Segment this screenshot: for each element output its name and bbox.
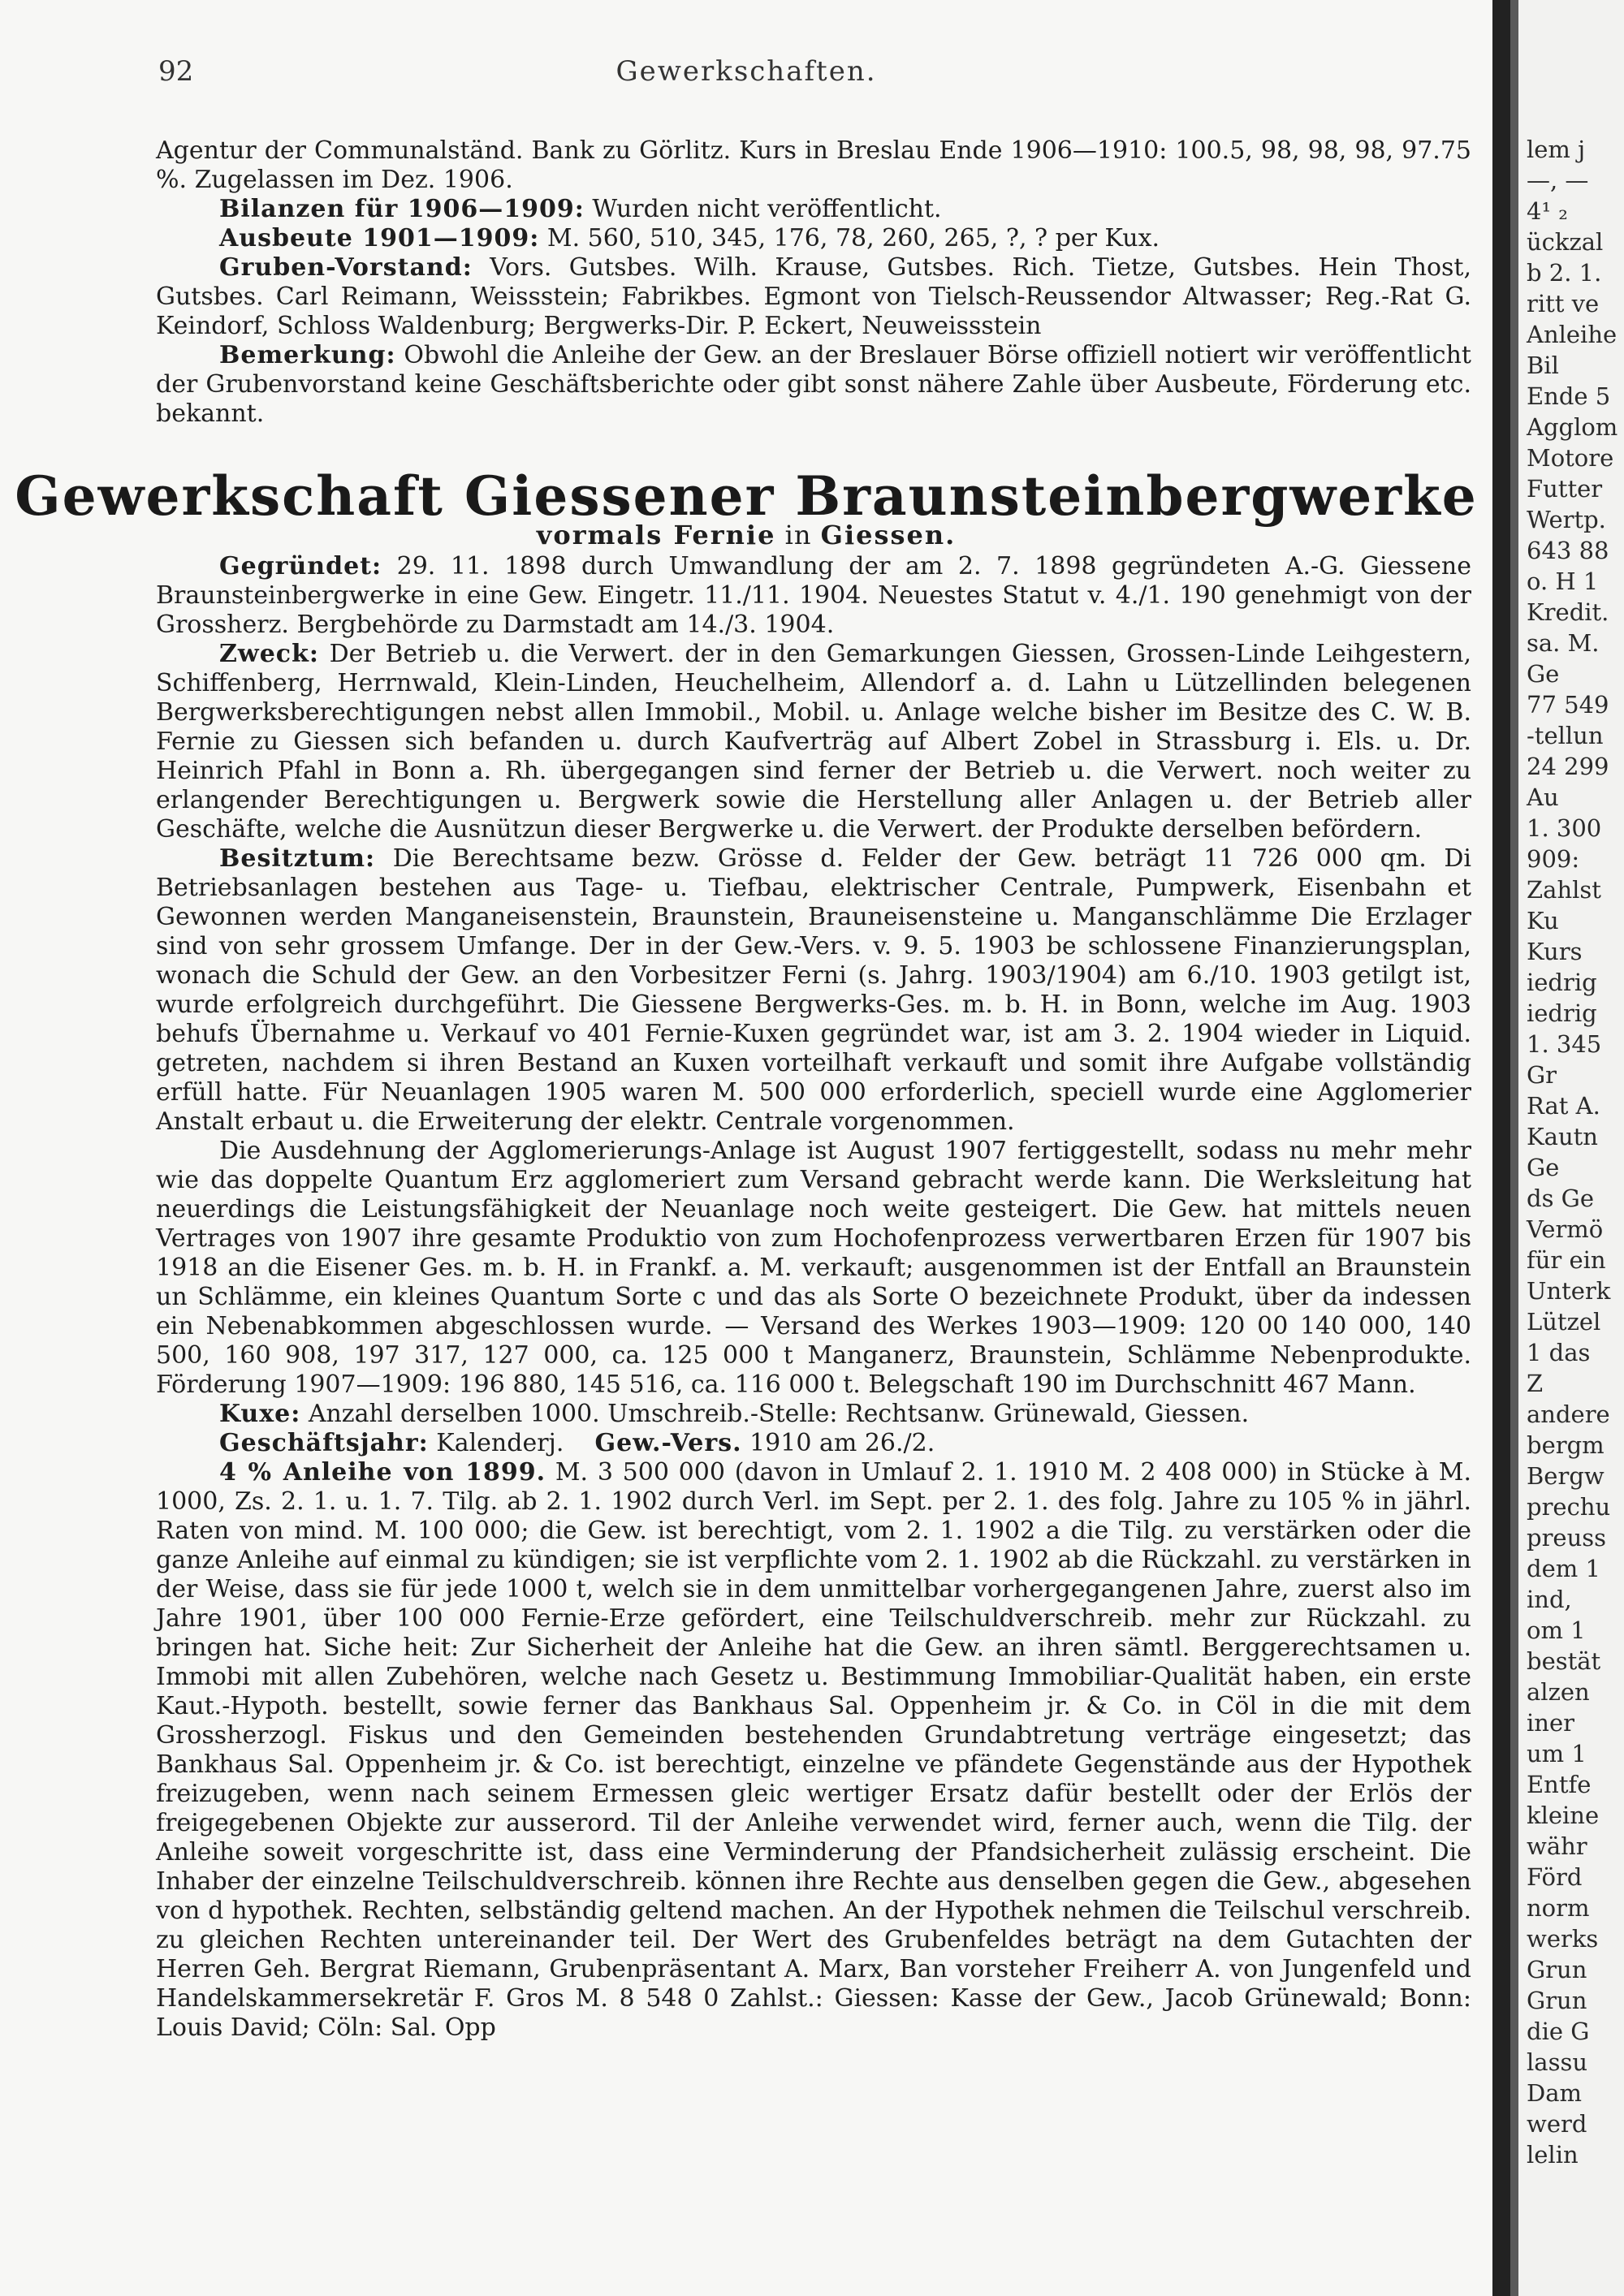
adjacent-page-line: iedrig <box>1527 969 1597 996</box>
adjacent-page-line: sa. M. <box>1527 629 1600 657</box>
prev-vorstand <box>156 253 1471 341</box>
adjacent-page-line: iner <box>1527 1709 1574 1737</box>
previous-entry-tail <box>156 136 1471 429</box>
besitztum-text: Die Berechtsame bezw. Grösse d. Felder der Gew. beträgt 11 726 000 qm. Di Betriebsanlagen bestehen aus Tage- u. Tiefbau, elektrischer Centrale, Pumpwerk, Eisenbahn et Gewonnen werden Manganeisenstein, Braunstein, Brauneisensteine u. Manganschlämme Die Erzlager sind von sehr grossem Umfange. Der in der Gew.-Vers. v. 9. 5. 1903 be schlossene Finanzierungsplan, wonach die Schuld der Gew. an den Vorbesitzer Ferni (s. Jahrg. 1903/1904) am 6./10. 1903 getilgt ist, wurde erfolgreich durchgeführt. Die Giessene Bergwerks-Ges. m. b. H. in Bonn, welche im Aug. 1903 behufs Übernahme u. Verkauf vo 401 Fernie-Kuxen gegründet war, ist am 3. 2. 1904 wieder in Liquid. getreten, nachdem si ihren Bestand an Kuxen vorteilhaft verkauft und somit ihre Aufgabe vollständig erfüll hatte. Für Neuanlagen 1905 waren M. 500 000 erforderlich, speciell wurde eine Agglomerier Anstalt erbaut u. die Erweiterung der elektr. Centrale vorgenommen. <box>156 844 1471 1136</box>
adjacent-page-line: für ein <box>1527 1246 1606 1274</box>
adjacent-page-edge <box>1518 0 1624 2296</box>
adjacent-page-line: Kurs <box>1527 938 1583 965</box>
adjacent-page-line: Bergw <box>1527 1462 1605 1490</box>
vorstand-label: Gruben-Vorstand: <box>219 253 473 282</box>
adjacent-page-line: Kautn <box>1527 1123 1598 1150</box>
zweck-paragraph <box>156 640 1471 844</box>
adjacent-page-line: lassu <box>1527 2048 1588 2076</box>
adjacent-page-line: 643 88 <box>1527 537 1609 564</box>
adjacent-page-line: o. H 1 <box>1527 568 1599 595</box>
besitztum-label: Besitztum: <box>219 844 376 873</box>
adjacent-page-line: Vermö <box>1527 1215 1604 1243</box>
adjacent-page-line: preuss <box>1527 1524 1607 1552</box>
geschaeftsjahr-label: Geschäftsjahr: <box>219 1429 429 1457</box>
adjacent-page-line: prechu <box>1527 1493 1611 1521</box>
adjacent-page-line: 1. 345 <box>1527 1030 1602 1058</box>
anleihe-text: M. 3 500 000 (davon in Umlauf 2. 1. 1910 M. 2 408 000) in Stücke à M. 1000, Zs. 2. 1. u. 1. 7. Tilg. ab 2. 1. 1902 durch Verl. im Sept. per 2. 1. des folg. Jahre zu 105 % in jährl. Raten von mind. M. 100 000; die Gew. ist berechtigt, vom 2. 1. 1902 a die Tilg. zu verstärken oder die ganze Anleihe auf einmal zu kündigen; sie ist verpflichte vom 2. 1. 1902 ab die Rückzahl. zu verstärken in der Weise, dass sie für jede 1000 t, welch sie in dem unmittelbar vorhergegangenen Jahre, zuerst also im Jahre 1901, über 100 000 Fernie-Erze gefördert, eine Teilschuldverschreib. mehr zur Rückzahl. zu bringen hat. Siche heit: Zur Sicherheit der Anleihe hat die Gew. an ihren sämtl. Berggerechtsamen u. Immobi mit allen Zubehören, welche nach Gesetz u. Bestimmung Immobiliar-Qualität haben, ein erste Kaut.-Hypoth. bestellt, sowie ferner das Bankhaus Sal. Oppenheim jr. & Co. in Cöl in die mit dem Grossherzogl. Fiskus und den Gemeinden bestehenden Grundabtretung verträge eingesetzt; das Bankhaus Sal. Oppenheim jr. & Co. ist berechtigt, einzelne ve pfändete Gegenstände aus der Hypothek freizugeben, wenn nach seinem Ermessen gleic wertiger Ersatz dafür bestellt oder der Erlös der freigegebenen Objekte zur ausserord. Til der Anleihe verwendet wird, ferner auch, wenn die Tilg. der Anleihe soweit vorgeschritte ist, dass eine Verminderung der Pfandsicherheit zulässig erscheint. Die Inhaber der einzelne Teilschuldverschreib. können ihre Rechte aus denselben gegen die Gew., abgesehen von d hypothek. Rechten, selbständig geltend machen. An der Hypothek nehmen die Teilschul verschreib. zu gleichen Rechten untereinander teil. Der Wert des Grubenfeldes beträgt na dem Gutachten der Herren Geh. Bergrat Riemann, Grubenpräsentant A. Marx, Ban vorsteher Freiherr A. von Jungenfeld und Handelskammersekretär F. Gros M. 8 548 0 Zahlst.: Giessen: Kasse der Gew., Jacob Grünewald; Bonn: Louis David; Cöln: Sal. Opp <box>156 1458 1471 2042</box>
adjacent-page-line: 77 549 <box>1527 691 1609 719</box>
book-gutter <box>1492 0 1510 2296</box>
kuxe-label: Kuxe: <box>219 1400 301 1428</box>
bemerkung-text: Obwohl die Anleihe der Gew. an der Breslauer Börse offiziell notiert wir veröffentlicht der Grubenvorstand keine Geschäftsberichte oder gibt sonst nähere Zahle über Ausbeute, Förderung etc. bekannt. <box>156 341 1471 428</box>
adjacent-page-line: bestät <box>1527 1647 1601 1675</box>
ausbeute-text: M. 560, 510, 345, 176, 78, 260, 265, ?, ? per Kux. <box>539 224 1160 252</box>
adjacent-page-line: Zahlst <box>1527 876 1601 904</box>
adjacent-page-line: 1 das <box>1527 1339 1591 1366</box>
adjacent-page-line: Ge <box>1527 1154 1560 1181</box>
geschaeftsjahr-paragraph <box>156 1429 1471 1458</box>
subtitle-in: in <box>775 520 821 550</box>
adjacent-page-line: Dam <box>1527 2079 1583 2107</box>
bilanzen-label: Bilanzen für 1906—1909: <box>219 195 585 223</box>
adjacent-page-line: iedrig <box>1527 999 1597 1027</box>
anleihe-label: 4 % Anleihe von 1899. <box>219 1458 546 1487</box>
adjacent-page-line: Grun <box>1527 1956 1587 1983</box>
anleihe-paragraph <box>156 1458 1471 2043</box>
adjacent-page-line: —, — <box>1527 166 1589 194</box>
subtitle-city: Giessen. <box>820 520 957 550</box>
adjacent-page-line: lem j <box>1527 136 1586 163</box>
gutter-shadow <box>1510 0 1518 2296</box>
gew-vers-label: Gew.-Vers. <box>594 1429 742 1457</box>
adjacent-page-line: Au <box>1527 783 1559 811</box>
prev-bilanzen <box>156 195 1471 224</box>
entry-body <box>156 552 1471 2043</box>
entry-title: Gewerkschaft Giessener Braunsteinbergwerke <box>15 464 1478 528</box>
geschaeftsjahr-text: Kalenderj. <box>428 1429 564 1457</box>
adjacent-page-line: werd <box>1527 2110 1587 2138</box>
adjacent-page-line: 4¹ ₂ <box>1527 197 1568 225</box>
prev-listing-paragraph: Agentur der Communalständ. Bank zu Görlitz. Kurs in Breslau Ende 1906—1910: 100.5, 98, 98, 98, 97.75 %. Zugelassen im Dez. 1906. <box>156 136 1471 194</box>
adjacent-page-line: währ <box>1527 1832 1587 1860</box>
adjacent-page-line: 24 299 <box>1527 753 1609 780</box>
adjacent-page-line: bergm <box>1527 1431 1605 1459</box>
adjacent-page-line: Wertp. <box>1527 506 1606 533</box>
adjacent-page-line: ind, <box>1527 1586 1572 1613</box>
adjacent-page-line: Motore <box>1527 444 1614 472</box>
adjacent-page-line: Entfe <box>1527 1771 1592 1798</box>
adjacent-page-line: Rat A. <box>1527 1092 1600 1120</box>
adjacent-page-line: Futter <box>1527 475 1603 503</box>
adjacent-page-line: lelin <box>1527 2141 1579 2169</box>
ausbeute-label: Ausbeute 1901—1909: <box>219 224 540 252</box>
adjacent-page-line: 1. 300 <box>1527 814 1602 842</box>
ausdehnung-paragraph: Die Ausdehnung der Agglomerierungs-Anlage ist August 1907 fertiggestellt, sodass nu mehr mehr wie das doppelte Quantum Erz agglomeriert zum Versand gebracht werde kann. Die Werksleitung hat neuerdings die Leistungsfähigkeit der Neuanlage noch weite gesteigert. Die Gew. hat mittels neuen Vertrages von 1907 ihre gesamte Produktio von zum Hochofenprozess verwertbaren Erzen für 1907 bis 1918 an die Eisener Ges. m. b. H. in Frankf. a. M. verkauft; ausgenommen ist der Entfall an Braunstein un Schlämme, ein kleines Quantum Sorte c und das als Sorte O bezeichnete Produkt, über da indessen ein Nebenabkommen abgeschlossen wurde. — Versand des Werkes 1903—1909: 120 00 140 000, 140 500, 160 908, 197 317, 127 000, ca. 125 000 t Manganerz, Braunstein, Schlämme Nebenprodukte. Förderung 1907—1909: 196 880, 145 516, ca. 116 000 t. Belegschaft 190 im Durchschnitt 467 Mann. <box>156 1137 1471 1399</box>
adjacent-page-line: ückzal <box>1527 228 1604 256</box>
kuxe-paragraph <box>156 1400 1471 1429</box>
adjacent-page-line: norm <box>1527 1894 1590 1922</box>
adjacent-page-line: Gr <box>1527 1061 1557 1089</box>
adjacent-page-line: andere <box>1527 1400 1610 1428</box>
adjacent-page-line: um 1 <box>1527 1740 1587 1767</box>
prev-bemerkung <box>156 341 1471 429</box>
bilanzen-text: Wurden nicht veröffentlicht. <box>584 195 942 223</box>
gew-vers-text: 1910 am 26./2. <box>741 1429 935 1457</box>
gegruendet-text: 29. 11. 1898 durch Umwandlung der am 2. 7. 1898 gegründeten A.-G. Giessene Braunsteinbergwerke in eine Gew. Eingetr. 11./11. 1904. Neuestes Statut v. 4./1. 190 genehmigt von der Grossherz. Bergbehörde zu Darmstadt am 14./3. 1904. <box>156 552 1471 639</box>
zweck-text: Der Betrieb u. die Verwert. der in den Gemarkungen Giessen, Grossen-Linde Leihgestern, Schiffenberg, Herrnwald, Klein-Linden, Heuchelheim, Allendorf a. d. Lahn u Lützellinden belegenen Bergwerksberechtigungen nebst allen Immobil., Mobil. u. Anlage welche bisher im Besitze des C. W. B. Fernie zu Giessen sich befanden u. durch Kaufverträg auf Albert Zobel in Strassburg i. Els. u. Dr. Heinrich Pfahl in Bonn a. Rh. übergegangen sind ferner der Betrieb u. die Verwert. noch weiter zu erlangender Berechtigungen u. Bergwerk sowie die Herstellung aller Anlagen u. der Betrieb aller Geschäfte, welche die Ausnützun dieser Bergwerke u. die Verwert. der Produkte derselben befördern. <box>156 640 1471 844</box>
kuxe-text: Anzahl derselben 1000. Umschreib.-Stelle: Rechtsanw. Grünewald, Giessen. <box>300 1400 1250 1428</box>
subtitle-former-name: vormals Fernie <box>536 520 776 550</box>
besitztum-paragraph <box>156 844 1471 1137</box>
adjacent-page-line: Z <box>1527 1370 1544 1397</box>
adjacent-page-line: Anleihe <box>1527 321 1618 348</box>
adjacent-page-line: alzen <box>1527 1678 1590 1706</box>
gegruendet-paragraph <box>156 552 1471 640</box>
vorstand-text: Vors. Gutsbes. Wilh. Krause, Gutsbes. Rich. Tietze, Gutsbes. Hein Thost, Gutsbes. Carl Reimann, Weissstein; Fabrikbes. Egmont von Tielsch-Reussendor Altwasser; Reg.-Rat G. Keindorf, Schloss Waldenburg; Bergwerks-Dir. P. Eckert, Neuweissstein <box>156 253 1471 340</box>
adjacent-page-line: b 2. 1. <box>1527 259 1602 287</box>
adjacent-page-line: Unterk <box>1527 1277 1611 1305</box>
adjacent-page-line: Ge <box>1527 660 1560 688</box>
adjacent-page-line: om 1 <box>1527 1616 1586 1644</box>
prev-ausbeute <box>156 224 1471 253</box>
adjacent-page-line: werks <box>1527 1925 1599 1953</box>
zweck-label: Zweck: <box>219 640 319 668</box>
adjacent-page-line: ritt ve <box>1527 290 1600 317</box>
adjacent-page-line: Grun <box>1527 1987 1587 2014</box>
adjacent-page-line: Förd <box>1527 1863 1583 1891</box>
adjacent-page-line: 909: <box>1527 845 1580 873</box>
adjacent-page-line: Ku <box>1527 907 1559 934</box>
adjacent-page-line: Ende 5 <box>1527 382 1611 410</box>
gegruendet-label: Gegründet: <box>219 552 382 580</box>
entry-subtitle <box>0 520 1492 550</box>
adjacent-page-line: Bil <box>1527 352 1559 379</box>
adjacent-page-line: -tellun <box>1527 722 1604 749</box>
adjacent-page-line: Agglom <box>1527 413 1618 441</box>
adjacent-page-line: ds Ge <box>1527 1185 1594 1212</box>
adjacent-page-line: Lützel <box>1527 1308 1601 1336</box>
adjacent-page-line: die G <box>1527 2018 1590 2045</box>
page-number: 92 <box>158 55 194 88</box>
adjacent-page-line: Kredit. <box>1527 598 1609 626</box>
adjacent-page-line: dem 1 <box>1527 1555 1600 1582</box>
adjacent-page-line: kleine <box>1527 1802 1600 1829</box>
bemerkung-label: Bemerkung: <box>219 341 396 369</box>
running-title: Gewerkschaften. <box>615 55 877 88</box>
